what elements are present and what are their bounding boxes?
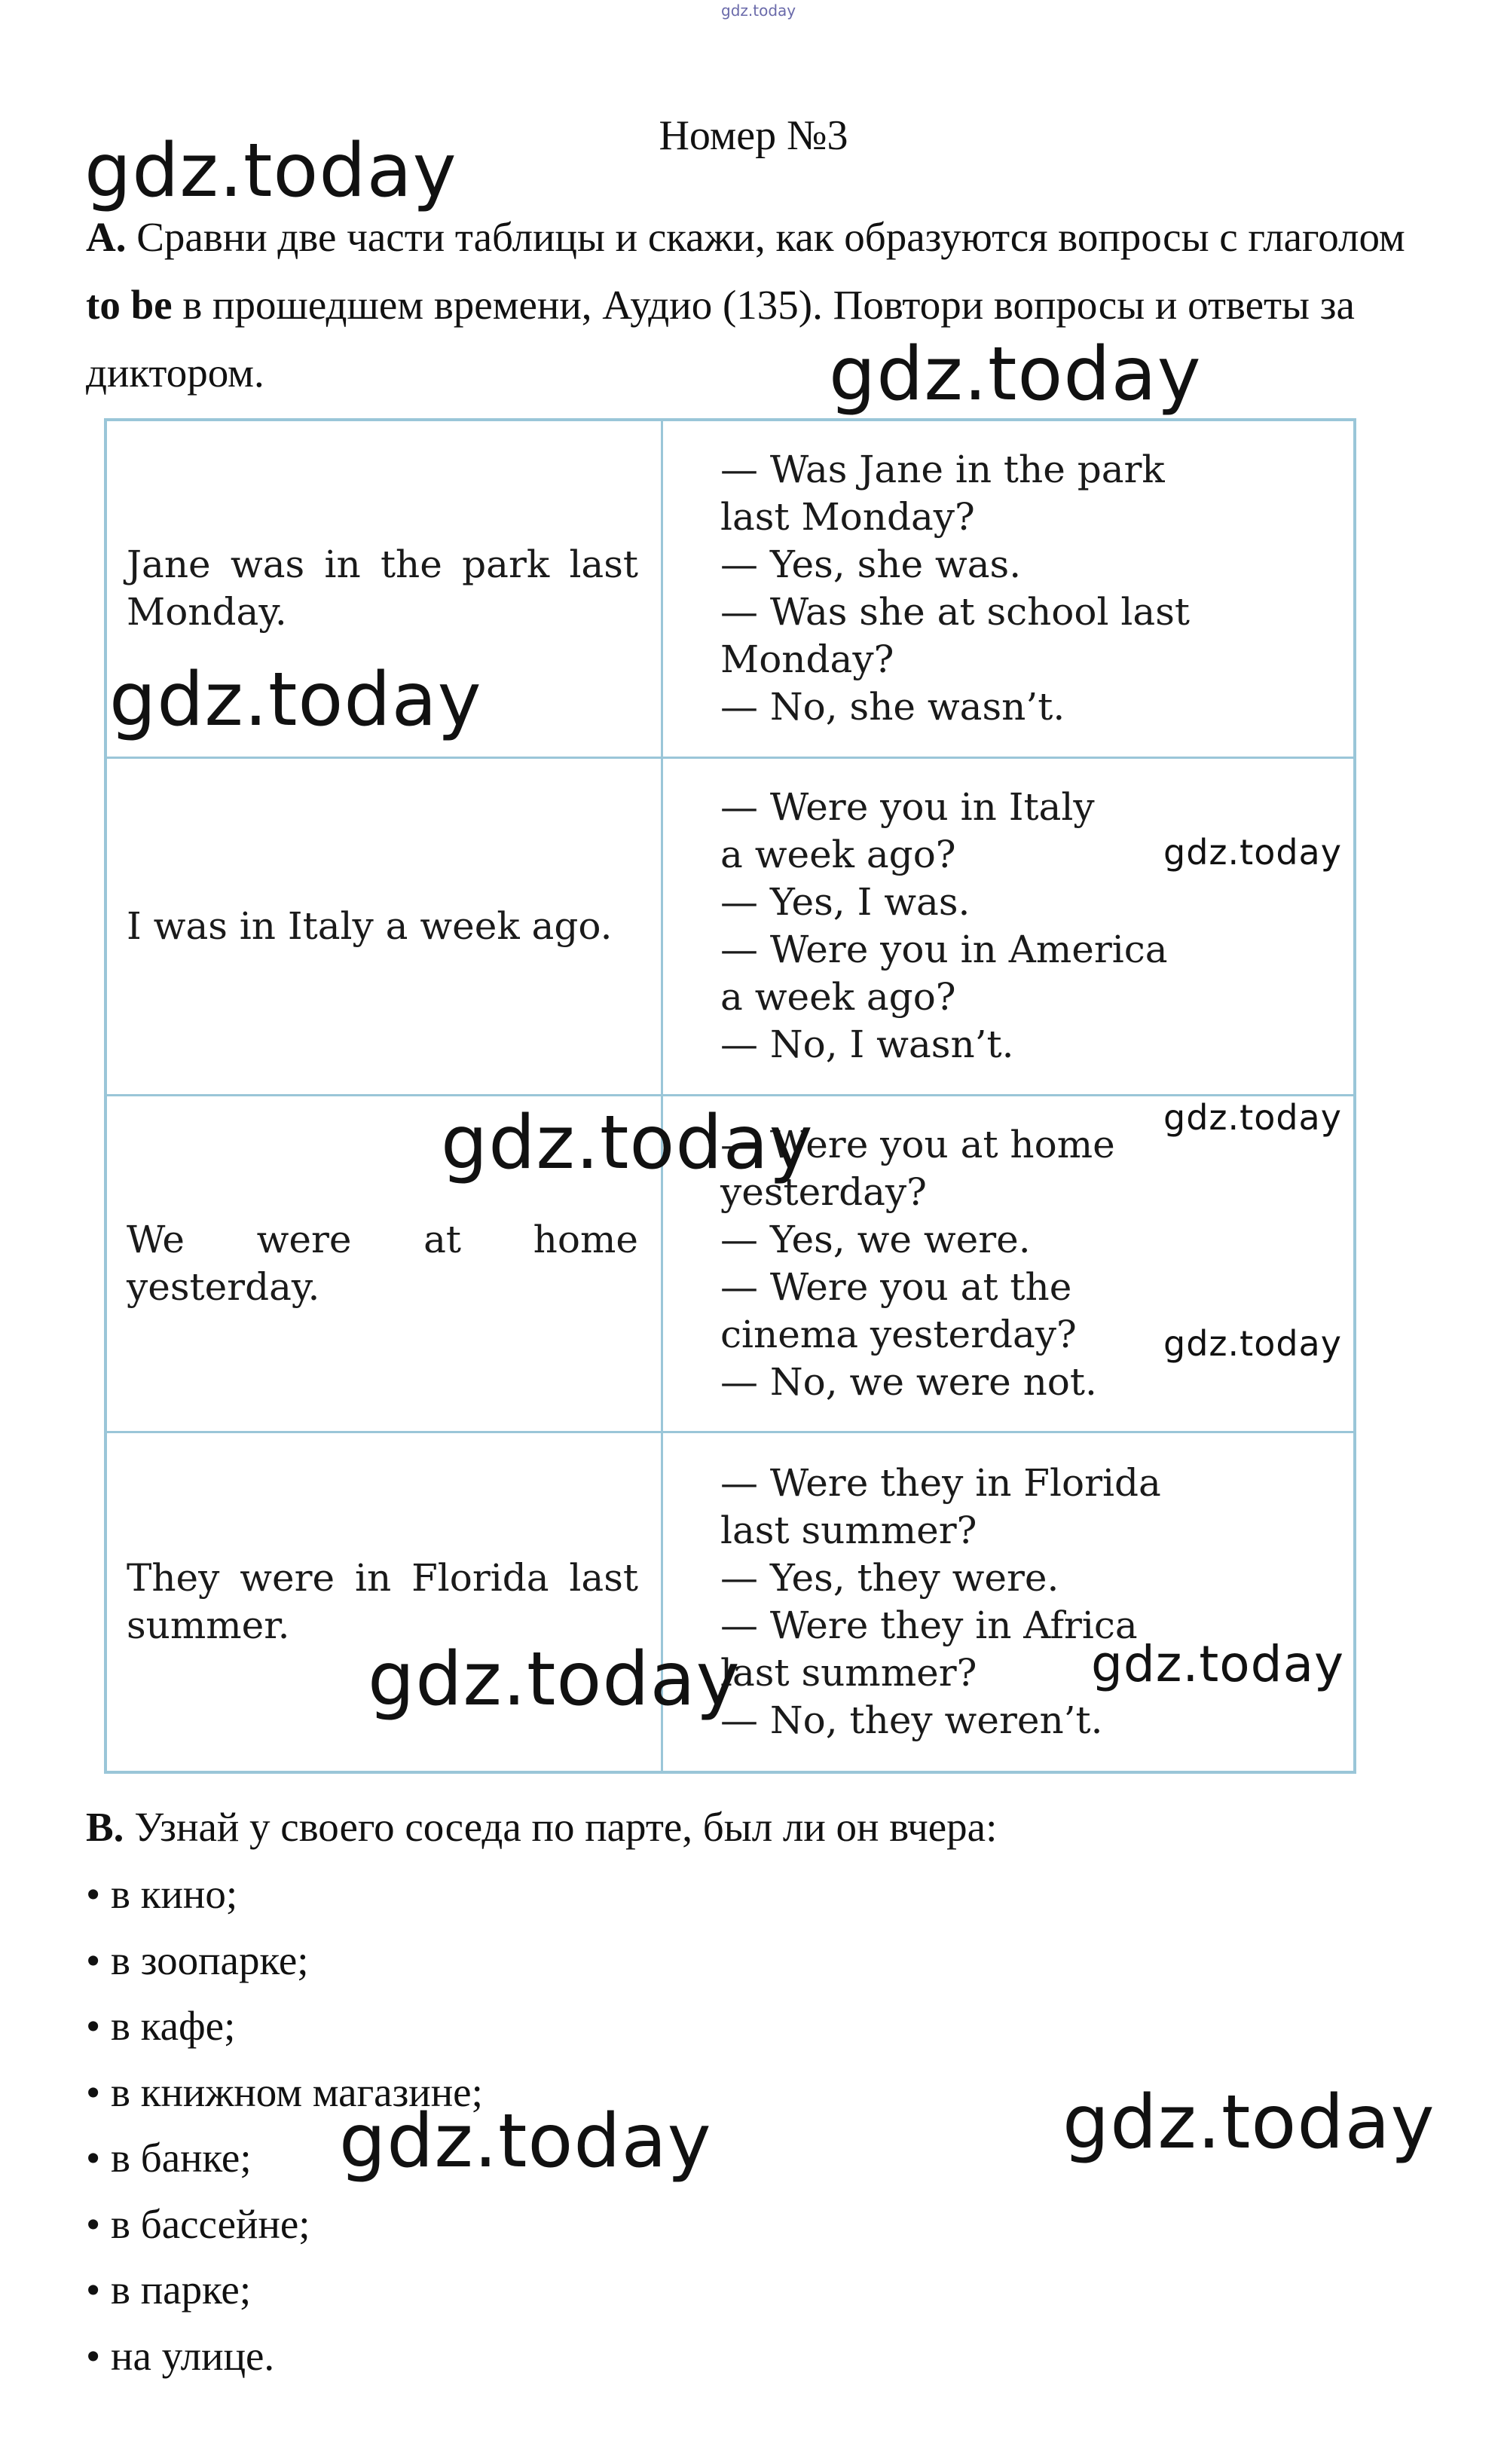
dialogue-line: — Were you at the (720, 1264, 1072, 1309)
dialogue-line: last summer? (720, 1509, 977, 1553)
dialogue-line: — Were they in Florida (720, 1461, 1161, 1506)
task-b-text-body: Узнай у своего соседа по парте, был ли он вчера: (124, 1804, 998, 1850)
list-item: • в бассейне; (86, 2200, 310, 2247)
dialogue-line: — Yes, I was. (720, 880, 971, 925)
task-a-text (86, 203, 1435, 407)
dialogue-line: a week ago? (720, 833, 956, 877)
dialogue-line: yesterday? (720, 1169, 927, 1214)
dialogue-line: — Yes, we were. (720, 1217, 1031, 1261)
watermark: gdz.today (109, 657, 482, 743)
table-dialogue-cell (663, 759, 1353, 1096)
task-b-label: B. (86, 1804, 124, 1850)
statement-text: Jane was in the park last Monday. (127, 543, 638, 634)
watermark: gdz.today (1163, 1097, 1342, 1138)
table-dialogue-cell (663, 1433, 1353, 1771)
watermark: gdz.today (1163, 832, 1342, 873)
task-a-text-before: Сравни две части таблицы и скажи, как образуются вопросы с глаголом (126, 214, 1405, 260)
top-watermark: gdz.today (721, 2, 796, 20)
dialogue-line: last summer? (720, 1651, 977, 1695)
list-item: • в книжном магазине; (86, 2068, 483, 2115)
watermark: gdz.today (441, 1100, 814, 1186)
watermark: gdz.today (1062, 2080, 1435, 2166)
dialogue-line: — Was she at school last (720, 590, 1190, 634)
table-dialogue-cell (663, 421, 1353, 759)
list-item: • на улице. (86, 2332, 275, 2379)
statement-text: I was in Italy a week ago. (127, 903, 613, 948)
dialogue-line: — Were you at home (720, 1122, 1115, 1166)
dialogue-line: — Were you in Italy (720, 785, 1095, 830)
dialogue-line: last Monday? (720, 495, 975, 540)
dialogue-line: — Were they in Africa (720, 1603, 1138, 1648)
statement-text: They were in Florida last summer. (127, 1556, 638, 1648)
watermark: gdz.today (368, 1637, 741, 1723)
task-a-bold-term: to be (86, 282, 173, 328)
list-item: • в кино; (86, 1871, 238, 1917)
dialogue-line: — Yes, she was. (720, 543, 1022, 587)
dialogue-line: — No, we were not. (720, 1359, 1097, 1404)
task-a-text-after: в прошедшем времени, Аудио (135). Повтори вопросы и ответы за диктором. (86, 282, 1355, 396)
grammar-table (104, 418, 1356, 1774)
list-item: • в парке; (86, 2267, 252, 2313)
dialogue-line: — No, she wasn’t. (720, 685, 1065, 729)
dialogue (720, 446, 1332, 731)
table-statement-cell (107, 759, 663, 1096)
watermark: gdz.today (339, 2099, 712, 2184)
statement-text: We were at home yesterday. (127, 1217, 638, 1309)
dialogue-line: Monday? (720, 637, 894, 682)
dialogue (720, 1460, 1332, 1744)
watermark: gdz.today (84, 128, 457, 214)
dialogue-line: — Were you in America (720, 928, 1168, 972)
page-title: Номер №3 (659, 112, 848, 159)
dialogue (720, 784, 1332, 1068)
dialogue-line: a week ago? (720, 975, 956, 1020)
list-item: • в зоопарке; (86, 1937, 309, 1983)
watermark: gdz.today (829, 332, 1202, 417)
task-b-text (86, 1793, 1435, 1861)
dialogue-line: cinema yesterday? (720, 1312, 1077, 1356)
dialogue-line: — Yes, they were. (720, 1556, 1059, 1600)
dialogue-line: — Was Jane in the park (720, 448, 1165, 492)
watermark: gdz.today (1091, 1635, 1345, 1693)
list-item: • в кафе; (86, 2003, 236, 2049)
dialogue-line: — No, I wasn’t. (720, 1023, 1014, 1067)
watermark: gdz.today (1163, 1323, 1342, 1364)
task-a-label: A. (86, 214, 127, 260)
dialogue-line: — No, they weren’t. (720, 1698, 1103, 1743)
list-item: • в банке; (86, 2135, 252, 2181)
